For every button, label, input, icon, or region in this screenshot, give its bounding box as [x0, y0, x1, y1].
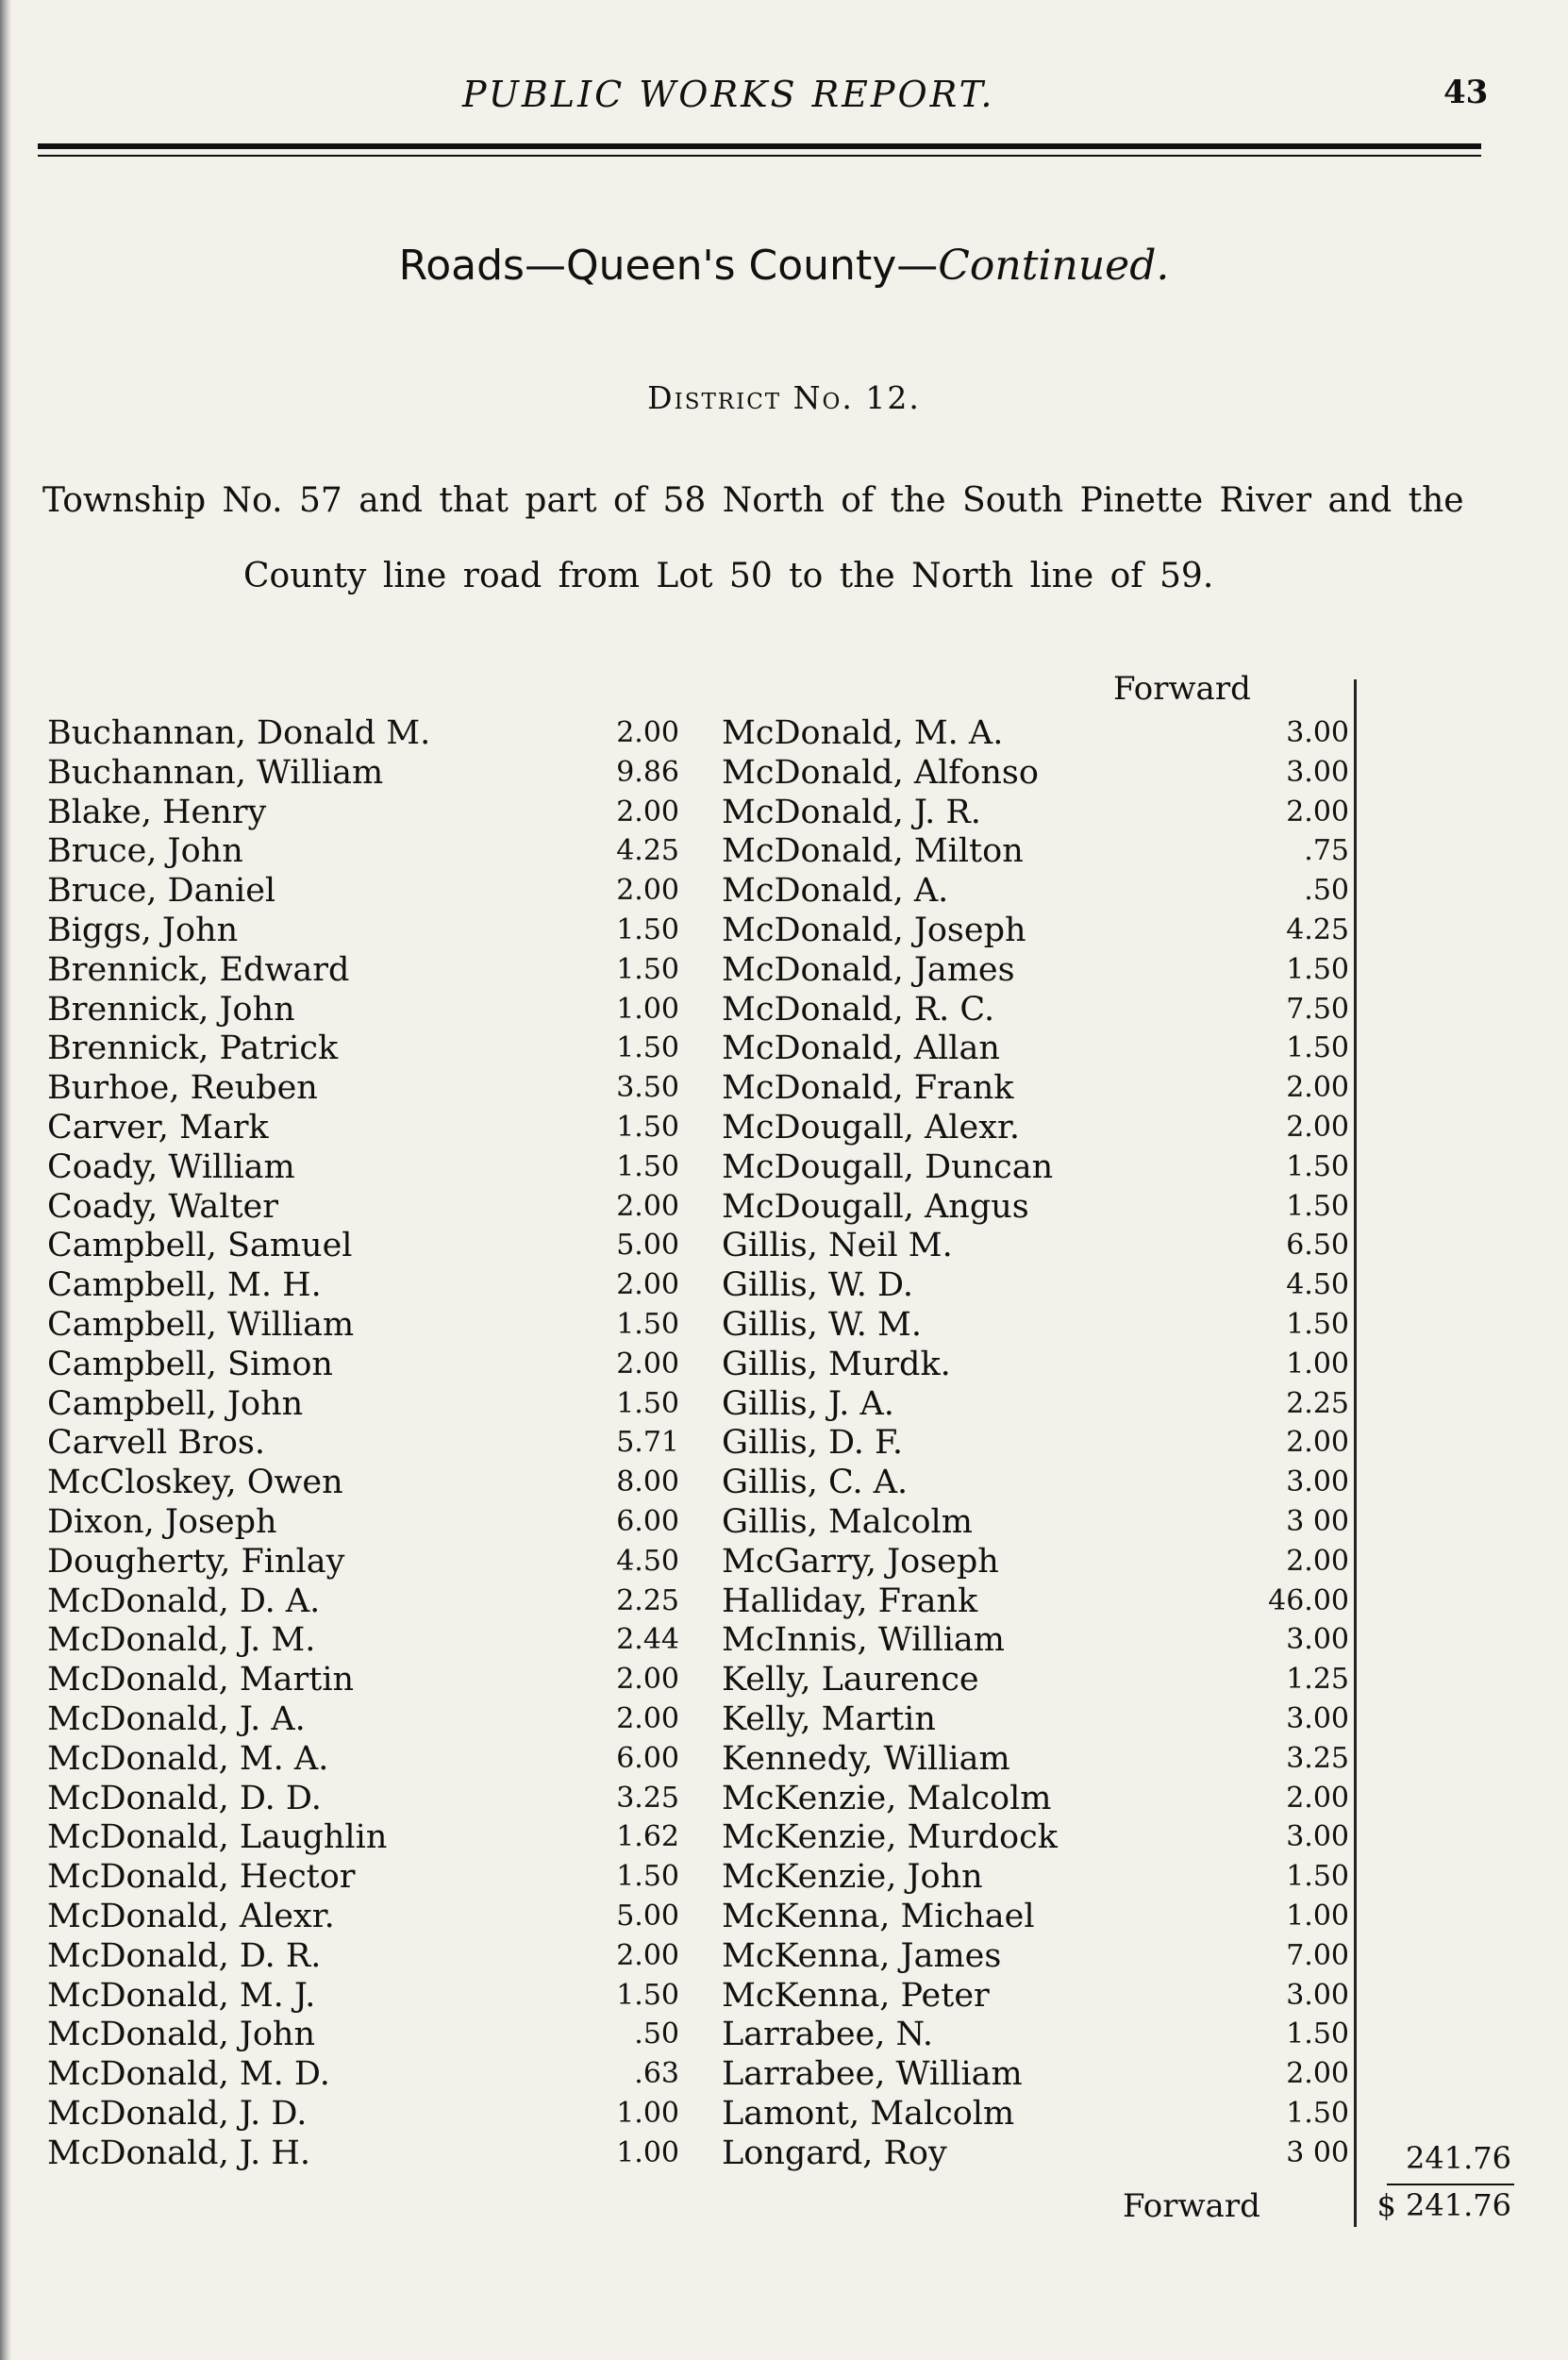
- left-entry-amount: 2.00: [616, 716, 679, 749]
- left-entry-name: Carver, Mark: [47, 1109, 269, 1147]
- left-entry-name: Brennick, Edward: [47, 951, 350, 989]
- left-entry-name: McDonald, John: [47, 2016, 316, 2053]
- section-title-main: Roads—Queen's County—: [398, 242, 939, 290]
- left-entry-name: McDonald, D. R.: [47, 1937, 322, 1975]
- left-entry-amount: 3.25: [616, 1782, 679, 1815]
- right-entry-amount: 3.00: [1286, 1465, 1349, 1498]
- left-entry-name: Buchannan, Donald M.: [47, 714, 431, 752]
- left-entry-name: McDonald, M. J.: [47, 1977, 316, 2015]
- left-entry-name: Dixon, Joseph: [47, 1503, 277, 1541]
- left-entry-name: Campbell, Simon: [47, 1346, 333, 1383]
- left-entry-amount: 1.50: [616, 1031, 679, 1064]
- right-entry-amount: 1.25: [1286, 1663, 1349, 1696]
- left-entry-name: McDonald, Alexr.: [47, 1898, 335, 1935]
- column-divider-line: [1354, 679, 1357, 2227]
- right-entry-name: Gillis, Neil M.: [722, 1227, 953, 1264]
- right-entry-amount: 4.50: [1286, 1268, 1349, 1301]
- left-entry-amount: 2.00: [616, 1347, 679, 1381]
- page-binding-edge: [0, 0, 11, 2360]
- left-entry-amount: 1.50: [616, 953, 679, 986]
- right-entry-name: Gillis, C. A.: [722, 1464, 909, 1501]
- left-entry-name: Blake, Henry: [47, 794, 267, 831]
- left-entry-amount: 9.86: [616, 756, 679, 789]
- left-entry-amount: 5.00: [616, 1229, 679, 1262]
- left-entry-amount: 1.50: [616, 1111, 679, 1144]
- right-entry-amount: 1.50: [1286, 2017, 1349, 2050]
- left-entry-name: Campbell, Samuel: [47, 1227, 353, 1264]
- right-entry-amount: 2.00: [1286, 795, 1349, 829]
- left-entry-amount: 1.50: [616, 913, 679, 946]
- total-underline: [1387, 2184, 1514, 2185]
- left-entry-amount: 1.50: [616, 1387, 679, 1420]
- left-entry-amount: 4.50: [616, 1545, 679, 1578]
- forward-footer: Forward: [1123, 2187, 1260, 2225]
- left-entry-name: McDonald, J. H.: [47, 2134, 311, 2172]
- left-entry-name: McDonald, M. A.: [47, 1740, 329, 1778]
- left-entry-name: Coady, Walter: [47, 1188, 278, 1226]
- forward-total: $ 241.76: [1376, 2187, 1511, 2223]
- right-entry-amount: 2.00: [1286, 1071, 1349, 1104]
- right-entry-name: McDonald, Joseph: [722, 912, 1026, 949]
- right-entry-amount: 3 00: [1286, 1505, 1349, 1538]
- right-entry-name: McDonald, R. C.: [722, 991, 995, 1029]
- right-entry-name: McGarry, Joseph: [722, 1543, 999, 1581]
- right-entry-amount: 1.00: [1286, 1900, 1349, 1933]
- right-entry-name: Gillis, D. F.: [722, 1424, 903, 1462]
- right-entry-amount: 3.00: [1286, 1623, 1349, 1656]
- right-entry-name: McDougall, Duncan: [722, 1148, 1054, 1186]
- left-entry-amount: 2.00: [616, 1939, 679, 1972]
- left-entry-amount: 1.50: [616, 1150, 679, 1183]
- right-entry-name: Gillis, W. M.: [722, 1306, 923, 1344]
- right-entry-amount: 1.50: [1286, 1150, 1349, 1183]
- right-entry-amount: 1.50: [1286, 2097, 1349, 2130]
- left-entry-name: Bruce, John: [47, 832, 243, 870]
- left-entry-name: Campbell, William: [47, 1306, 355, 1344]
- running-title: PUBLIC WORKS REPORT.: [462, 74, 995, 115]
- section-title: [0, 242, 1568, 290]
- page-number: 43: [1443, 74, 1489, 111]
- left-entry-amount: 1.00: [616, 2136, 679, 2169]
- right-entry-name: McKenna, James: [722, 1937, 1002, 1975]
- right-entry-name: Gillis, W. D.: [722, 1266, 913, 1304]
- right-entry-name: McKenzie, John: [722, 1858, 983, 1896]
- right-entry-name: McKenzie, Malcolm: [722, 1780, 1052, 1817]
- right-entry-name: McDougall, Angus: [722, 1188, 1029, 1226]
- right-entry-amount: 3.00: [1286, 716, 1349, 749]
- right-entry-name: Longard, Roy: [722, 2134, 947, 2172]
- left-entry-amount: 1.00: [616, 2097, 679, 2130]
- right-entry-amount: 1.50: [1286, 1308, 1349, 1341]
- left-entry-name: McDonald, D. D.: [47, 1780, 322, 1817]
- right-entry-amount: 2.00: [1286, 1782, 1349, 1815]
- left-entry-amount: 5.71: [616, 1426, 679, 1459]
- left-entry-name: McDonald, Martin: [47, 1661, 355, 1699]
- running-head: [0, 74, 1568, 121]
- right-entry-amount: .50: [1304, 874, 1349, 907]
- right-entry-name: McDonald, Allan: [722, 1029, 1000, 1067]
- right-entry-amount: 3.00: [1286, 1979, 1349, 2012]
- left-entry-amount: 1.62: [616, 1820, 679, 1853]
- left-entry-amount: 1.00: [616, 993, 679, 1026]
- right-entry-name: Kennedy, William: [722, 1740, 1010, 1778]
- left-entry-name: McCloskey, Owen: [47, 1464, 343, 1501]
- left-entry-amount: 1.50: [616, 1308, 679, 1341]
- right-entry-name: McDonald, Frank: [722, 1069, 1014, 1107]
- left-entry-amount: 1.50: [616, 1979, 679, 2012]
- left-entry-name: McDonald, J. D.: [47, 2095, 308, 2133]
- right-entry-amount: 3.25: [1286, 1742, 1349, 1775]
- right-entry-amount: 1.00: [1286, 1347, 1349, 1381]
- left-entry-amount: 2.00: [616, 1190, 679, 1223]
- right-entry-amount: 2.00: [1286, 2057, 1349, 2090]
- left-entry-amount: 3.50: [616, 1071, 679, 1104]
- forward-header: Forward: [1113, 670, 1251, 708]
- right-entry-amount: 1.50: [1286, 953, 1349, 986]
- left-entry-name: Carvell Bros.: [47, 1424, 265, 1462]
- right-entry-name: McKenna, Peter: [722, 1977, 990, 2015]
- header-rule-thick: [38, 143, 1481, 149]
- right-entry-amount: 2.00: [1286, 1111, 1349, 1144]
- left-entry-name: Coady, William: [47, 1148, 295, 1186]
- right-entry-name: Kelly, Laurence: [722, 1661, 979, 1699]
- right-entry-amount: 2.00: [1286, 1426, 1349, 1459]
- left-entry-name: Campbell, John: [47, 1385, 304, 1423]
- left-entry-name: Buchannan, William: [47, 754, 384, 792]
- right-entry-name: Lamont, Malcolm: [722, 2095, 1015, 2133]
- right-entry-amount: 3 00: [1286, 2136, 1349, 2169]
- section-title-continued: Continued.: [938, 242, 1170, 290]
- left-entry-name: Dougherty, Finlay: [47, 1543, 345, 1581]
- right-entry-amount: 3.00: [1286, 756, 1349, 789]
- right-entry-name: McDonald, J. R.: [722, 794, 981, 831]
- right-entry-name: Gillis, J. A.: [722, 1385, 894, 1423]
- right-entry-amount: 7.00: [1286, 1939, 1349, 1972]
- right-entry-amount: 2.00: [1286, 1545, 1349, 1578]
- left-entry-name: McDonald, Laughlin: [47, 1818, 388, 1856]
- right-entry-name: Halliday, Frank: [722, 1582, 978, 1620]
- left-entry-amount: 2.25: [616, 1584, 679, 1617]
- left-entry-name: McDonald, M. D.: [47, 2055, 330, 2093]
- header-rule-thin: [38, 155, 1481, 157]
- right-entry-name: McDougall, Alexr.: [722, 1109, 1020, 1147]
- right-entry-amount: 2.25: [1286, 1387, 1349, 1420]
- right-entry-amount: 6.50: [1286, 1229, 1349, 1262]
- right-entry-amount: 3.00: [1286, 1820, 1349, 1853]
- left-entry-name: Brennick, John: [47, 991, 295, 1029]
- description-line-1: Township No. 57 and that part of 58 North of the South Pinette River and the: [42, 481, 1464, 520]
- right-entry-amount: 1.50: [1286, 1860, 1349, 1893]
- right-entry-amount: 1.50: [1286, 1190, 1349, 1223]
- left-entry-name: McDonald, Hector: [47, 1858, 356, 1896]
- right-entry-name: McInnis, William: [722, 1621, 1005, 1659]
- left-entry-amount: 4.25: [616, 834, 679, 867]
- left-entry-amount: 6.00: [616, 1742, 679, 1775]
- right-entry-amount: 7.50: [1286, 993, 1349, 1026]
- right-entry-name: Kelly, Martin: [722, 1700, 936, 1738]
- left-entry-amount: 2.00: [616, 1268, 679, 1301]
- left-entry-amount: 8.00: [616, 1465, 679, 1498]
- left-entry-amount: 1.50: [616, 1860, 679, 1893]
- left-entry-name: Bruce, Daniel: [47, 872, 276, 910]
- right-entry-name: McDonald, Alfonso: [722, 754, 1039, 792]
- right-entry-name: McKenna, Michael: [722, 1898, 1035, 1935]
- left-entry-name: Biggs, John: [47, 912, 239, 949]
- right-entry-name: McDonald, Milton: [722, 832, 1024, 870]
- right-entry-amount: .75: [1304, 834, 1349, 867]
- description-line-2: County line road from Lot 50 to the North line of 59.: [243, 557, 1214, 595]
- left-entry-name: McDonald, J. M.: [47, 1621, 316, 1659]
- left-entry-amount: .63: [634, 2057, 679, 2090]
- right-entry-amount: 1.50: [1286, 1031, 1349, 1064]
- right-entry-name: McDonald, M. A.: [722, 714, 1004, 752]
- right-entry-name: Larrabee, William: [722, 2055, 1023, 2093]
- right-entry-name: Gillis, Malcolm: [722, 1503, 973, 1541]
- left-entry-name: Burhoe, Reuben: [47, 1069, 318, 1107]
- district-heading: District No. 12.: [647, 379, 921, 416]
- left-entry-amount: 5.00: [616, 1900, 679, 1933]
- left-entry-amount: 6.00: [616, 1505, 679, 1538]
- left-entry-amount: 2.44: [616, 1623, 679, 1656]
- left-entry-amount: 2.00: [616, 795, 679, 829]
- left-entry-amount: 2.00: [616, 1702, 679, 1735]
- left-entry-name: Brennick, Patrick: [47, 1029, 339, 1067]
- right-entry-name: Larrabee, N.: [722, 2016, 934, 2053]
- right-entry-amount: 4.25: [1286, 913, 1349, 946]
- right-entry-name: McDonald, A.: [722, 872, 949, 910]
- left-entry-amount: 2.00: [616, 874, 679, 907]
- right-entry-name: Gillis, Murdk.: [722, 1346, 951, 1383]
- right-entry-name: McDonald, James: [722, 951, 1015, 989]
- left-entry-amount: 2.00: [616, 1663, 679, 1696]
- left-entry-name: Campbell, M. H.: [47, 1266, 322, 1304]
- left-entry-name: McDonald, D. A.: [47, 1582, 321, 1620]
- right-entry-amount: 46.00: [1268, 1584, 1349, 1617]
- left-entry-amount: .50: [634, 2017, 679, 2050]
- column-total: 241.76: [1406, 2140, 1511, 2176]
- left-entry-name: McDonald, J. A.: [47, 1700, 306, 1738]
- right-entry-amount: 3.00: [1286, 1702, 1349, 1735]
- right-entry-name: McKenzie, Murdock: [722, 1818, 1058, 1856]
